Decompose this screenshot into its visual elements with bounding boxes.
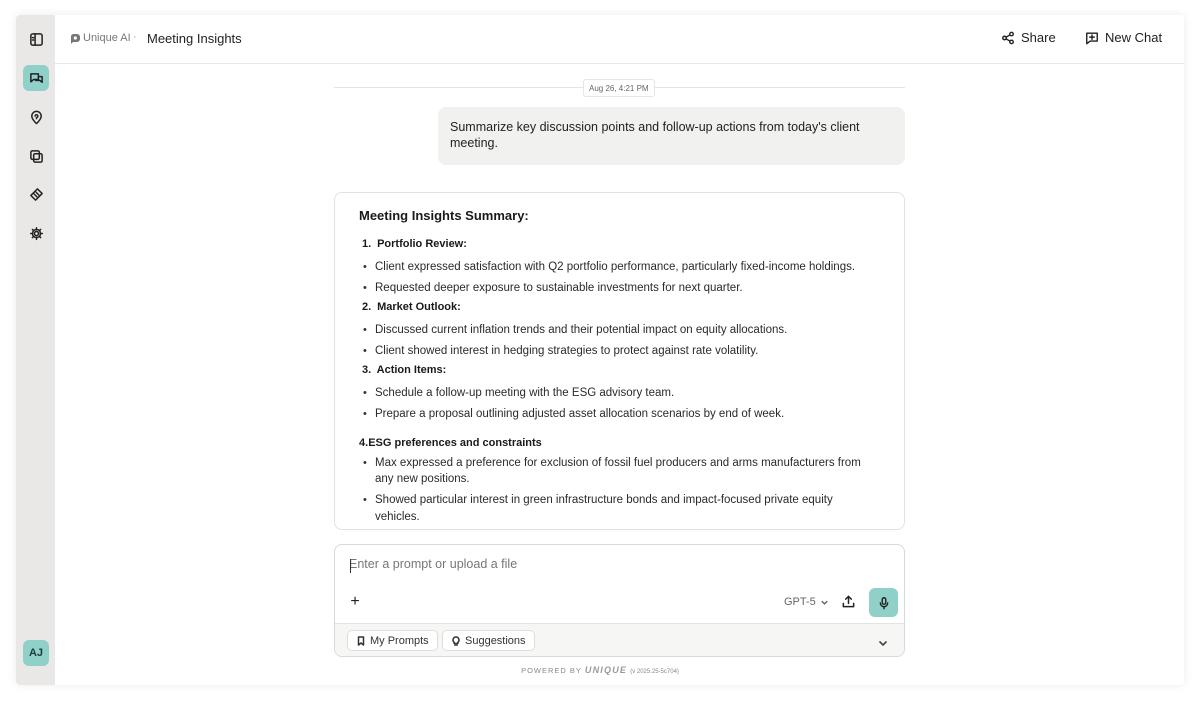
powered-by-label: POWERED BY (521, 666, 582, 675)
chevron-down-icon (878, 638, 888, 648)
top-bar (55, 15, 1184, 64)
user-message: Summarize key discussion points and follow-up actions from today's client meeting. (438, 107, 905, 165)
lightbulb-icon (451, 636, 461, 646)
composer-footer (335, 623, 904, 657)
list-item: • Client expressed satisfaction with Q2 portfolio performance, particularly fixed-income holdings. (359, 259, 880, 276)
unique-logo-icon (69, 33, 81, 45)
suggestions-label: Suggestions (465, 634, 526, 647)
brand-logo: UNIQUE (584, 665, 628, 675)
app-window (16, 15, 1184, 685)
upload-icon (841, 594, 856, 609)
page-title: Meeting Insights (147, 31, 242, 46)
documents-icon[interactable] (23, 143, 49, 169)
model-name: GPT-5 (784, 596, 816, 608)
list-item: • Requested deeper exposure to sustainable investments for next quarter. (359, 280, 880, 297)
left-rail (16, 15, 55, 685)
section-heading: 3. Action Items: (362, 364, 447, 376)
section-heading: 1. Portfolio Review: (362, 238, 467, 250)
breadcrumb-separator: · (133, 31, 137, 43)
list-item: • Max expressed a preference for exclusion of fossil fuel producers and arms manufacturers from any new positions. (359, 455, 880, 488)
new-chat-button[interactable] (1085, 30, 1162, 45)
share-label: Share (1021, 30, 1056, 45)
text-caret (350, 559, 351, 573)
settings-icon[interactable] (23, 220, 49, 246)
answer-title: Meeting Insights Summary: (359, 208, 529, 223)
prompts-icon[interactable] (23, 181, 49, 207)
avatar[interactable]: AJ (23, 640, 49, 666)
list-item: • Discussed current inflation trends and their potential impact on equity allocations. (359, 322, 880, 339)
list-item: • Client showed interest in hedging strategies to protect against rate volatility. (359, 343, 880, 360)
suggestions-button[interactable] (442, 630, 535, 651)
bookmark-icon (356, 636, 366, 646)
upload-file-button[interactable] (841, 594, 857, 610)
chevron-down-icon (820, 598, 829, 607)
version-label: (v 2025.25-5c704) (630, 669, 679, 675)
breadcrumb-app[interactable]: Unique AI (83, 32, 131, 44)
section-heading: 2. Market Outlook: (362, 301, 461, 313)
microphone-icon (877, 596, 891, 610)
chat-icon[interactable] (23, 65, 49, 91)
section-heading: 4.ESG preferences and constraints (359, 436, 542, 449)
spaces-icon[interactable] (23, 104, 49, 130)
share-button[interactable] (1001, 30, 1056, 45)
voice-input-button[interactable] (869, 588, 898, 617)
list-item: • Schedule a follow-up meeting with the ESG advisory team. (359, 385, 880, 402)
prompt-input[interactable] (349, 557, 849, 571)
new-chat-label: New Chat (1105, 30, 1163, 45)
new-chat-icon (1085, 31, 1099, 45)
panel-toggle-icon[interactable] (23, 26, 49, 52)
assistant-answer (334, 192, 905, 530)
message-timestamp: Aug 26, 4:21 PM (583, 79, 655, 97)
my-prompts-label: My Prompts (370, 634, 429, 647)
share-icon (1001, 31, 1015, 45)
list-item: • Showed particular interest in green infrastructure bonds and impact-focused private equity vehicles. (359, 492, 880, 525)
add-attachment-button[interactable]: + (350, 593, 360, 610)
model-selector[interactable] (784, 596, 829, 608)
expand-toggle-button[interactable] (878, 635, 888, 645)
my-prompts-button[interactable] (347, 630, 438, 651)
list-item: • Prepare a proposal outlining adjusted asset allocation scenarios by end of week. (359, 406, 880, 423)
powered-by-footer (16, 665, 1184, 675)
prompt-composer (334, 544, 905, 657)
